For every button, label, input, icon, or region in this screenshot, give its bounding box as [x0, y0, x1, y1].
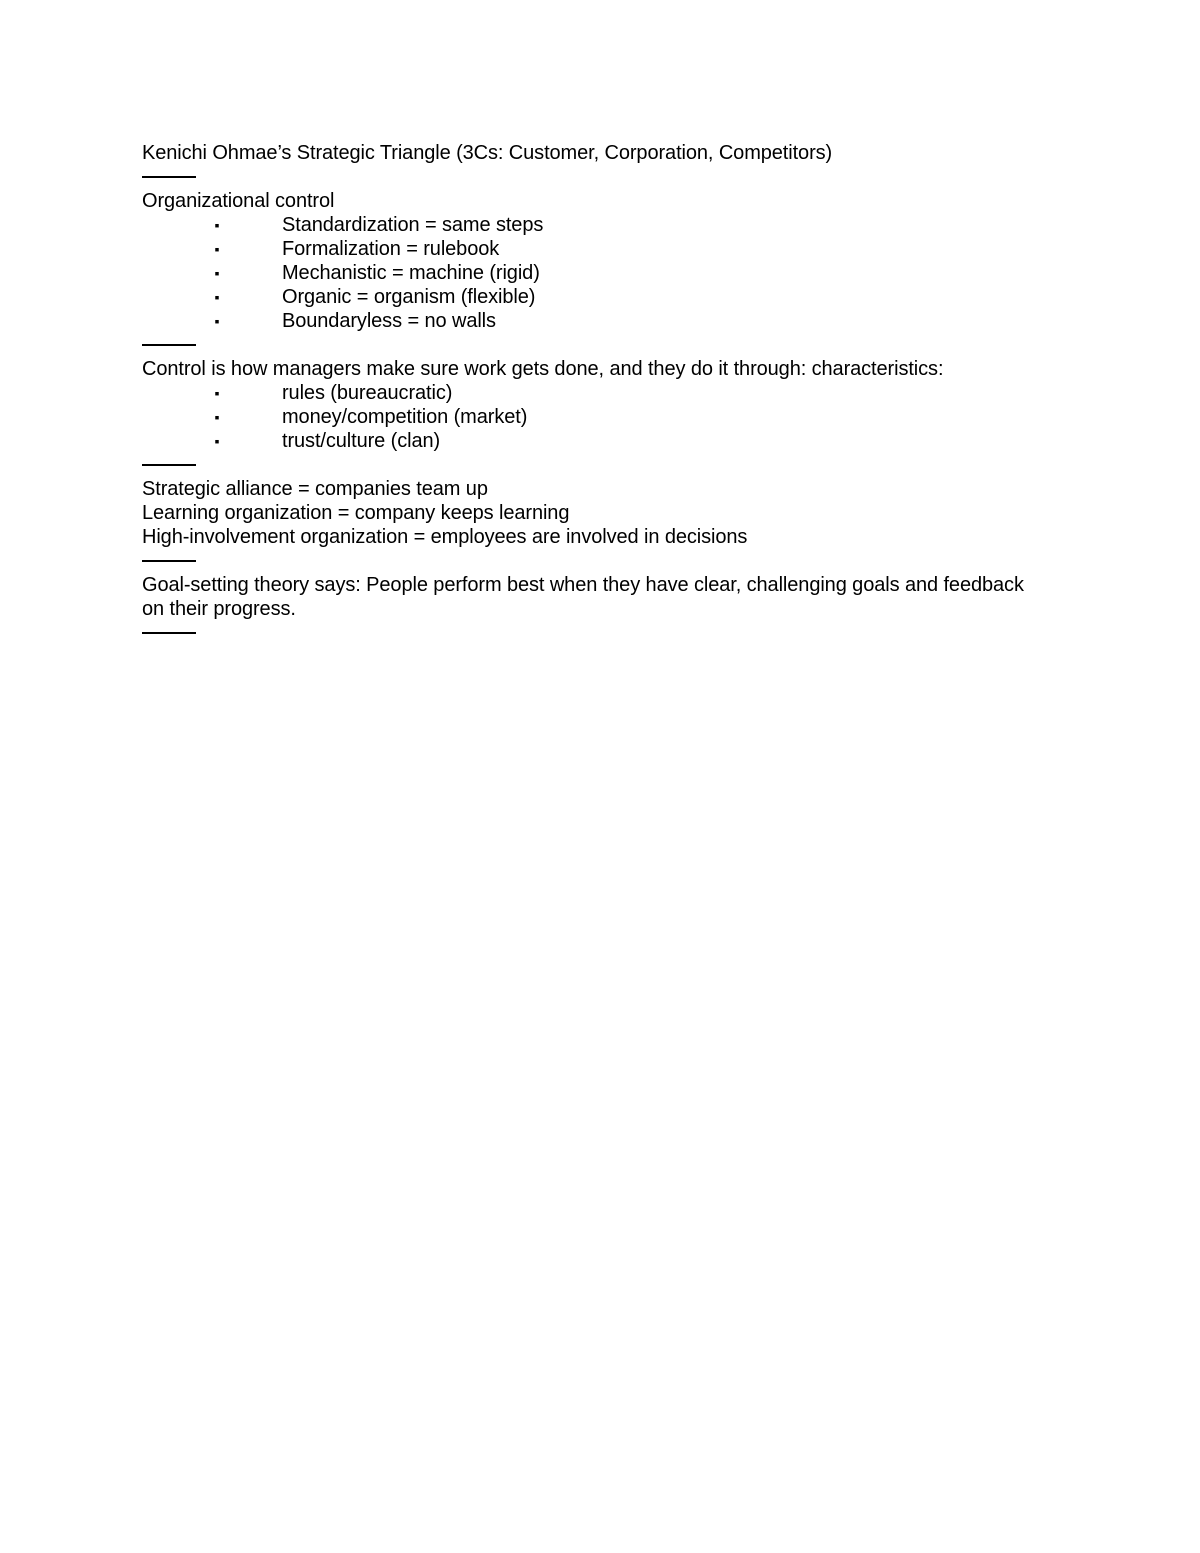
- bullet-icon: ▪: [214, 385, 220, 401]
- separator-line: [142, 632, 196, 634]
- list-item-text: Boundaryless = no walls: [282, 310, 496, 332]
- list-item: [142, 381, 1042, 405]
- list-item-text: trust/culture (clan): [282, 430, 441, 452]
- separator-line: [142, 176, 196, 178]
- definition-line: High-involvement organization = employees are involved in decisions: [142, 526, 748, 548]
- bullet-icon: ▪: [214, 217, 220, 233]
- list-item: [142, 261, 1042, 285]
- list-item-text: rules (bureaucratic): [282, 382, 453, 404]
- list-item: [142, 405, 1042, 429]
- document-body: [142, 141, 1042, 645]
- bullet-icon: ▪: [214, 289, 220, 305]
- list-item-text: Formalization = rulebook: [282, 238, 500, 260]
- bullet-icon: ▪: [214, 409, 220, 425]
- separator-line: [142, 464, 196, 466]
- separator-line: [142, 560, 196, 562]
- list-item-text: Organic = organism (flexible): [282, 286, 536, 308]
- org-control-list: [142, 213, 1042, 333]
- list-item: [142, 213, 1042, 237]
- bullet-icon: ▪: [214, 433, 220, 449]
- bullet-icon: ▪: [214, 313, 220, 329]
- separator-line: [142, 344, 196, 346]
- definition-line: Learning organization = company keeps learning: [142, 502, 570, 524]
- bullet-icon: ▪: [214, 241, 220, 257]
- list-item-text: Mechanistic = machine (rigid): [282, 262, 540, 284]
- list-item-text: money/competition (market): [282, 406, 528, 428]
- list-item: [142, 237, 1042, 261]
- control-list: [142, 381, 1042, 453]
- list-item: [142, 309, 1042, 333]
- list-item: [142, 285, 1042, 309]
- definition-line: Strategic alliance = companies team up: [142, 478, 488, 500]
- goal-setting-paragraph: Goal-setting theory says: People perform best when they have clear, challenging goals and feedback on their progress.: [142, 574, 1030, 620]
- heading-line: Kenichi Ohmae’s Strategic Triangle (3Cs: Customer, Corporation, Competitors): [142, 142, 833, 164]
- org-control-title: Organizational control: [142, 190, 335, 212]
- list-item-text: Standardization = same steps: [282, 214, 544, 236]
- list-item: [142, 429, 1042, 453]
- bullet-icon: ▪: [214, 265, 220, 281]
- control-intro: Control is how managers make sure work gets done, and they do it through: characteristics:: [142, 358, 944, 380]
